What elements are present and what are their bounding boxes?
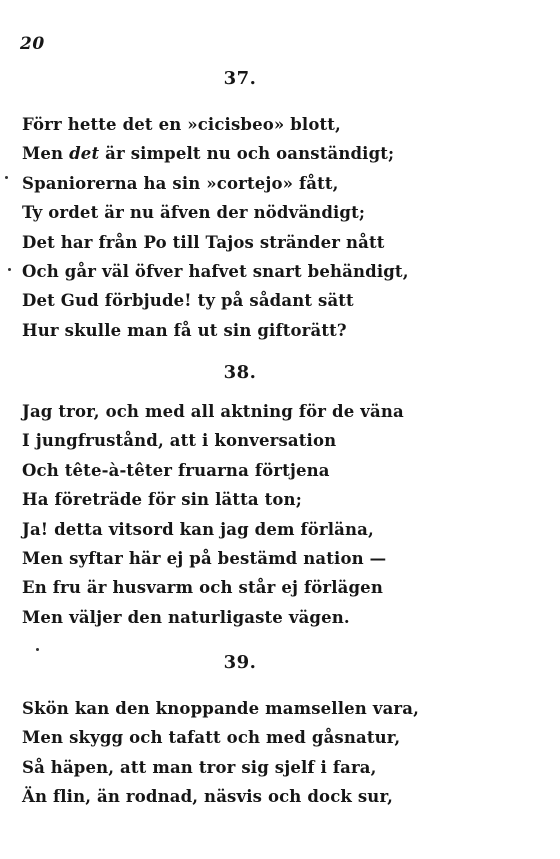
verse-line: Hur skulle man få ut sin giftorätt? xyxy=(22,320,347,340)
verse-line: Det Gud förbjude! ty på sådant sätt xyxy=(22,291,354,311)
print-speck xyxy=(36,648,39,651)
verse-line: Skön kan den knoppande mamsellen vara, xyxy=(22,699,419,718)
verse-line: Ja! detta vitsord kan jag dem förläna, xyxy=(22,519,374,539)
verse-line: Jag tror, och med all aktning för de väna xyxy=(22,402,404,421)
verse-line: Förr hette det en »cicisbeo» blott, xyxy=(22,115,341,134)
verse-line: Än flin, än rodnad, näsvis och dock sur, xyxy=(22,787,393,807)
print-speck xyxy=(8,268,11,271)
verse-line: Ty ordet är nu äfven der nödvändigt; xyxy=(22,203,366,223)
verse-line: Det har från Po till Tajos stränder nått xyxy=(22,232,385,252)
stanza-number-39: 39. xyxy=(223,652,257,673)
verse-line: En fru är husvarm och står ej förlägen xyxy=(22,578,383,598)
stanza-number-37: 37. xyxy=(223,68,257,89)
stanza-39 xyxy=(22,694,542,812)
stanza-37 xyxy=(22,110,542,345)
verse-line: Men väljer den naturligaste vägen. xyxy=(22,607,350,627)
verse-line: Och tête-à-têter fruarna förtjena xyxy=(22,460,330,480)
italic-word: det xyxy=(69,144,100,164)
verse-line: Men det är simpelt nu och oanständigt; xyxy=(22,144,395,164)
verse-line: Och går väl öfver hafvet snart behändigt, xyxy=(22,261,409,281)
verse-line: Men syftar här ej på bestämd nation — xyxy=(22,548,387,568)
stanza-number-38: 38. xyxy=(223,362,257,383)
verse-line: Ha företräde för sin lätta ton; xyxy=(22,490,302,510)
page-number: 20 xyxy=(20,34,45,54)
print-speck xyxy=(5,176,8,179)
stanza-38 xyxy=(22,397,542,632)
verse-line: Men skygg och tafatt och med gåsnatur, xyxy=(22,728,401,748)
verse-line: I jungfrustånd, att i konversation xyxy=(22,431,337,451)
verse-line: Så häpen, att man tror sig sjelf i fara, xyxy=(22,757,377,777)
verse-line: Spaniorerna ha sin »cortejo» fått, xyxy=(22,173,339,193)
